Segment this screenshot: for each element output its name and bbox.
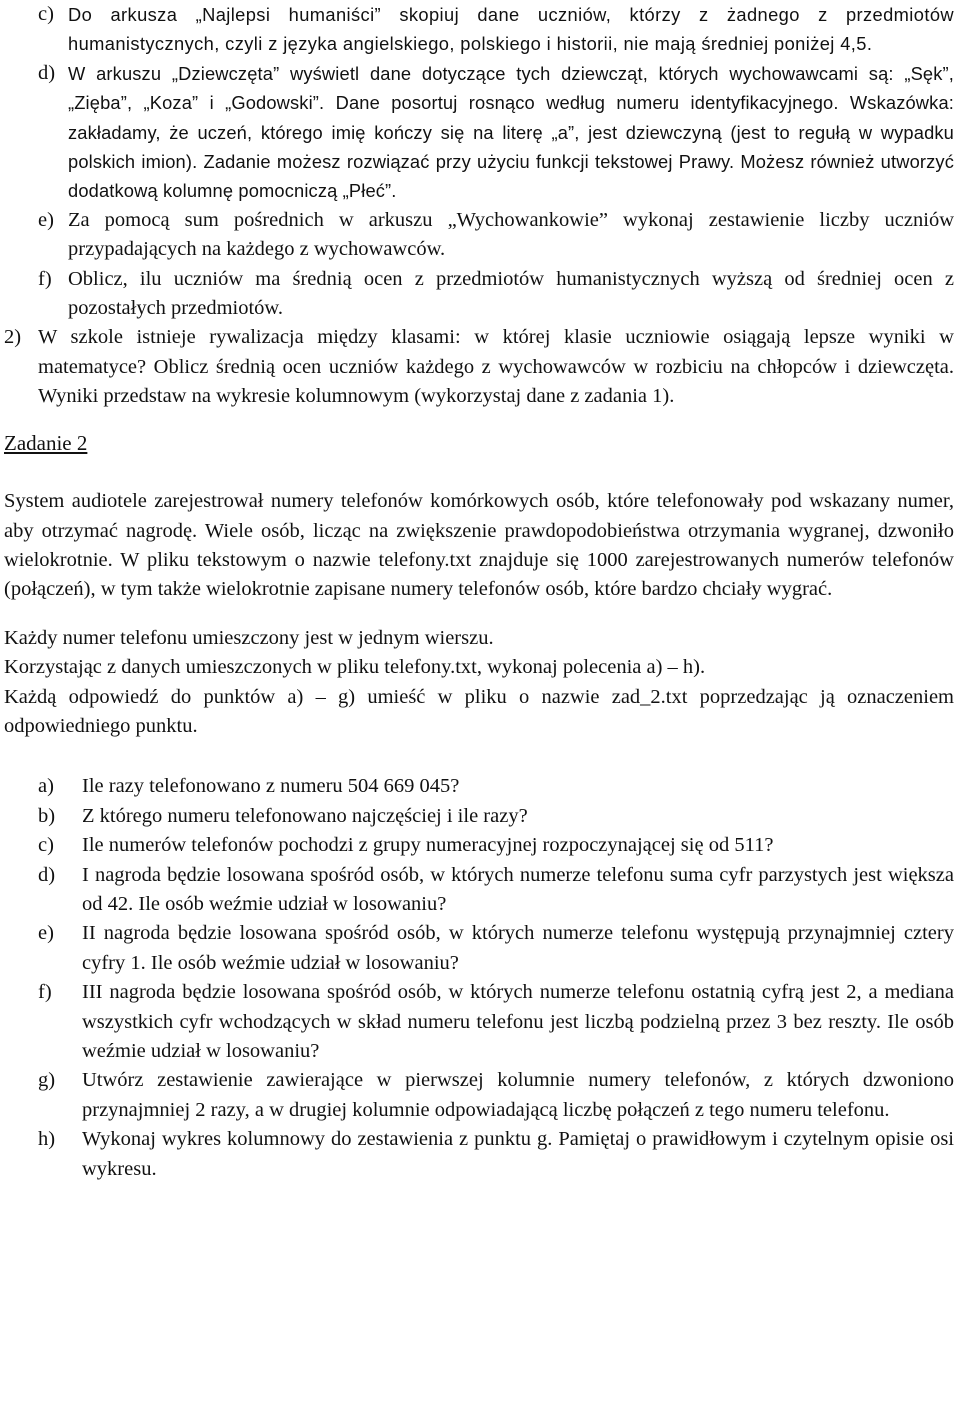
question-d	[4, 861, 954, 920]
question-b	[4, 802, 954, 831]
item-label: d)	[38, 61, 56, 84]
task2-questions	[4, 772, 954, 1184]
item-label: c)	[38, 3, 54, 25]
question-a	[4, 772, 954, 801]
task1-item-2	[4, 323, 954, 411]
question-text: Wykonaj wykres kolumnowy do zestawienia z punktu g. Pamiętaj o prawidłowym i czytelnym opisie osi wykresu.	[82, 1128, 954, 1180]
question-g	[4, 1066, 954, 1125]
question-text: II nagroda będzie losowana spośród osób, w których numerze telefonu występują przynajmniej cztery cyfry 1. Ile osób weźmie udział w losowaniu?	[82, 922, 954, 974]
question-h	[4, 1125, 954, 1184]
question-text: Utwórz zestawienie zawierające w pierwszej kolumnie numery telefonów, z których dzwoniono przynajmniej 2 razy, a w drugiej kolumnie odpowiadającą liczbę połączeń z tego numeru telefonu.	[82, 1069, 954, 1121]
question-c	[4, 831, 954, 860]
item-label: 2)	[4, 326, 22, 349]
question-label: e)	[38, 922, 54, 945]
question-f	[4, 978, 954, 1066]
question-label: c)	[38, 834, 54, 857]
question-label: d)	[38, 863, 56, 886]
item-text: W arkuszu „Dziewczęta” wyświetl dane dotyczące tych dziewcząt, których wychowawcami są: „Sęk”, „Zięba”, „Koza” i „Godowski”. Dane posortuj rosnąco według numeru identyfikacyjnego. Wskazówka: zakładamy, że uczeń, którego imię kończy się na literę „a”, jest dziewczyną (jest to regułą w wypadku polskich imion). Zadanie możesz rozwiązać przy użyciu funkcji tekstowej Prawy. Możesz również utworzyć dodatkową kolumnę pomocniczą „Płeć”.	[68, 62, 954, 202]
spacer	[4, 741, 954, 772]
spacer	[4, 605, 954, 624]
item-text: Oblicz, ilu uczniów ma średnią ocen z przedmiotów humanistycznych wyższą od średniej ocen z pozostałych przedmiotów.	[68, 267, 954, 320]
question-label: b)	[38, 804, 56, 827]
question-e	[4, 919, 954, 978]
task1-item-c	[4, 0, 954, 59]
question-label: g)	[38, 1069, 56, 1092]
task1-subitems	[4, 0, 954, 323]
task2-line-1: Każdy numer telefonu umieszczony jest w jednym wierszu.	[4, 626, 494, 649]
item-text: W szkole istnieje rywalizacja między klasami: w której klasie uczniowie osiągają lepsze wyniki w matematyce? Oblicz średnią ocen uczniów każdego z wychowawców w rozbiciu na chłopców i dziewczęta. Wyniki przedstaw na wykresie kolumnowym (wykorzystaj dane z zadania 1).	[38, 326, 954, 408]
task2-intro: System audiotele zarejestrował numery telefonów komórkowych osób, które telefonowały pod wskazany numer, aby otrzymać nagrodę. Wiele osób, licząc na zwiększenie prawdopodobieństwa otrzymania wygranej, dzwoniło wielokrotnie. W pliku tekstowym o nazwie telefony.txt znajduje się 1000 zarejestrowanych numerów telefonów (połączeń), w tym także wielokrotnie zapisane numery telefonów osób, które bardzo chciały wygrać.	[4, 490, 954, 601]
task1-item-e	[4, 206, 954, 265]
question-text: Z którego numeru telefonowano najczęściej i ile razy?	[82, 804, 528, 827]
item-text: Do arkusza „Najlepsi humaniści” skopiuj dane uczniów, którzy z żadnego z przedmiotów humanistycznych, czyli z języka angielskiego, polskiego i historii, nie mają średniej poniżej 4,5.	[68, 4, 954, 55]
question-label: a)	[38, 775, 54, 798]
task1-item-f	[4, 265, 954, 324]
question-text: I nagroda będzie losowana spośród osób, w których numerze telefonu suma cyfr parzystych jest większa od 42. Ile osób weźmie udział w losowaniu?	[82, 863, 954, 915]
item-text: Za pomocą sum pośrednich w arkuszu „Wychowankowie” wykonaj zestawienie liczby uczniów przypadających na każdego z wychowawców.	[68, 208, 954, 261]
task2-title: Zadanie 2	[4, 430, 88, 455]
question-label: h)	[38, 1128, 56, 1151]
question-label: f)	[38, 981, 52, 1004]
task2-line-2: Korzystając z danych umieszczonych w pliku telefony.txt, wykonaj polecenia a) – h).	[4, 656, 706, 679]
question-text: Ile razy telefonowano z numeru 504 669 045?	[82, 775, 460, 798]
item-label: f)	[38, 267, 52, 290]
item-label: e)	[38, 208, 54, 231]
question-text: Ile numerów telefonów pochodzi z grupy numeracyjnej rozpoczynającej się od 511?	[82, 834, 774, 857]
task2-line-3: Każdą odpowiedź do punktów a) – g) umieść w pliku o nazwie zad_2.txt poprzedzając ją oznaczeniem odpowiedniego punktu.	[4, 685, 954, 737]
question-text: III nagroda będzie losowana spośród osób, w których numerze telefonu ostatnią cyfrą jest 2, a mediana wszystkich cyfr wchodzących w skład numeru telefonu jest liczbą podzielną przez 3 bez reszty. Ile osób weźmie udział w losowaniu?	[82, 981, 954, 1062]
task1-item-d	[4, 59, 954, 206]
